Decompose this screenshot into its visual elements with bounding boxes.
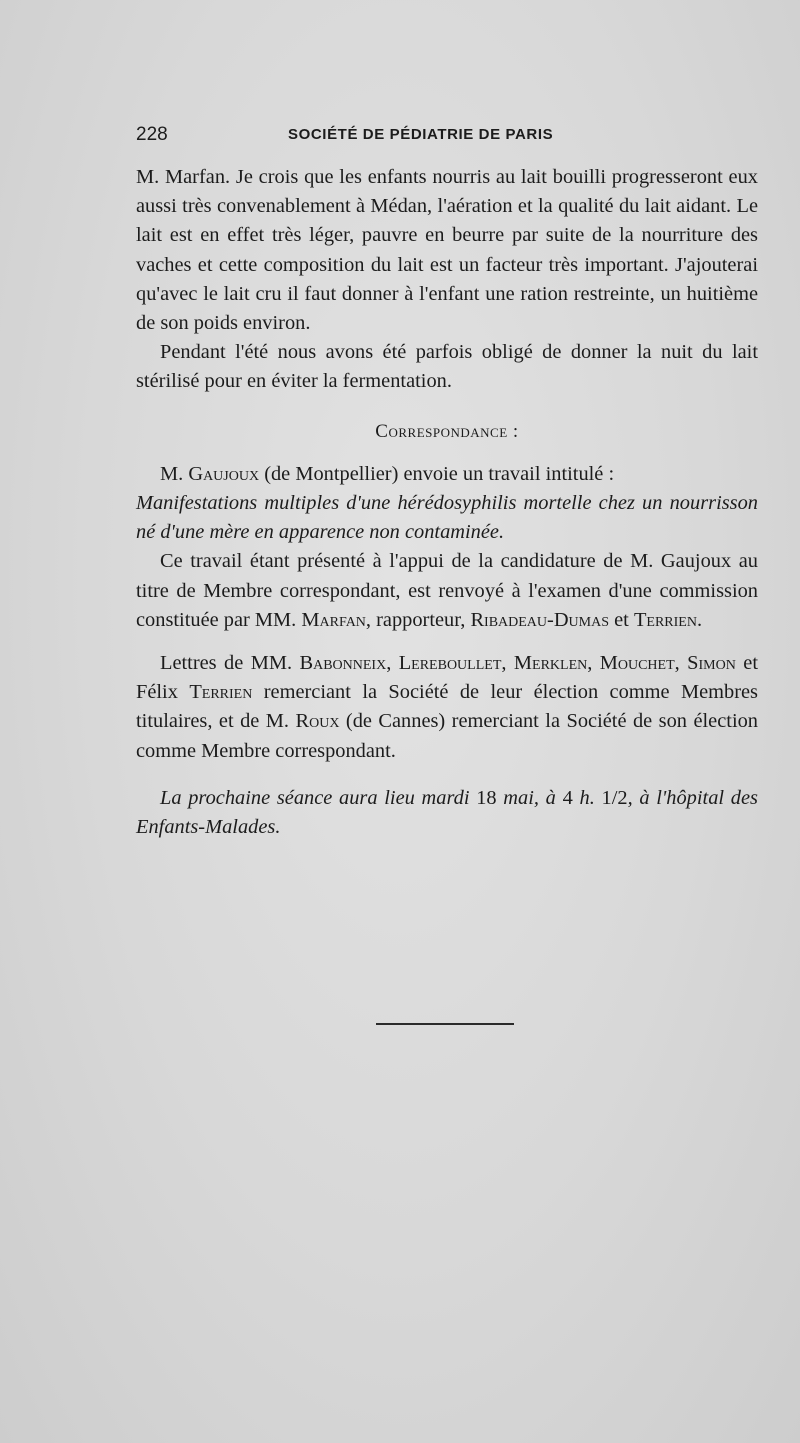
text-prefix: M. [160,462,184,485]
paragraph-text: remerciant la Société de leur élection comme Membres titulaires, et de M. [136,681,758,733]
author-name: Gaujoux [188,462,260,485]
body-text [136,163,758,842]
paragraph-text: (de Cannes) remerciant la Société de son élection comme Membre correspondant. [136,710,758,762]
section-heading: Correspondance : [375,420,519,442]
member-name: Roux [295,710,340,733]
time-number: 4 [562,786,573,809]
paragraph-text: et [614,608,629,631]
paragraph-commission [136,547,758,635]
member-name: Terrien [189,681,253,704]
italic-text: , à l'hôpital des Enfants-Malades. [136,786,758,839]
member-names: Babonneix, Lereboullet, Merklen, Mouchet, Simon [299,652,736,675]
time-fraction: 1/2 [601,786,628,809]
italic-text: mai, à [503,786,556,809]
running-head [136,124,756,150]
member-name: Terrien [633,608,697,631]
paragraph-text: Lettres de MM. [160,652,293,675]
paragraph-text: Ce travail étant présenté à l'appui de la candidature de M. Gaujoux au titre de Membre correspondant, est renvoyé à l'examen d'une commission constituée par MM. [136,550,758,631]
paragraph-text: Je crois que les enfants nourris au lait bouilli progresseront eux aussi très convenablement à Médan, l'aération et la qualité du lait aidant. Le lait est en effet très léger, pauvre en beurre par suite de la nourriture des vaches et cette composition du lait est un facteur très important. J'ajouterai qu'avec le lait cru il faut donner à l'enfant une ration restreinte, un huitième de son poids environ. [136,166,758,335]
italic-text: h. [579,786,595,809]
work-title: Manifestations multiples d'une hérédosyphilis mortelle chez un nourrisson né d'une mère en apparence non contaminée. [136,492,758,544]
paragraph-summer [136,338,758,396]
member-name: Marfan [301,608,366,631]
paragraph-next-session [136,784,758,842]
paragraph-text: (de Montpellier) envoie un travail intitulé : [264,462,615,485]
running-title: SOCIÉTÉ DE PÉDIATRIE DE PARIS [288,126,554,143]
end-rule [376,1023,514,1025]
paragraph-gaujoux [136,460,758,548]
paragraph-text: . [696,608,703,631]
member-name: Ribadeau-Dumas [470,608,610,631]
italic-text: La prochaine séance aura lieu mardi [160,786,470,809]
paragraph-text: Pendant l'été nous avons été parfois obligé de donner la nuit du lait stérilisé pour en éviter la fermentation. [136,341,758,393]
speaker-name: M. Marfan. [136,166,231,188]
date-number: 18 [476,786,497,809]
page-number: 228 [136,124,168,145]
paragraph-marfan [136,163,758,338]
paragraph-letters [136,649,758,766]
paragraph-text: et Félix [136,652,758,704]
paragraph-text: , rapporteur, [365,608,466,631]
